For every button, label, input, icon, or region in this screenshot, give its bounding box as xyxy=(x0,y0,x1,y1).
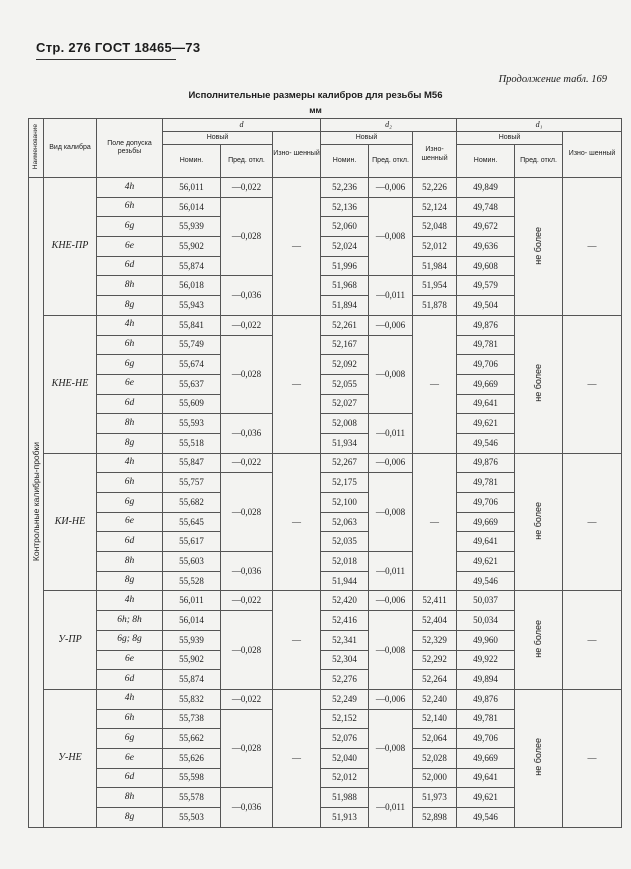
d1-limit-text: не более xyxy=(533,738,544,777)
d1-nominal: 49,546 xyxy=(457,808,515,828)
d-nominal: 56,011 xyxy=(163,178,221,198)
d-nominal: 55,841 xyxy=(163,315,221,335)
tolerance-field: 6d xyxy=(97,532,163,552)
d2-nominal: 51,968 xyxy=(321,276,369,296)
d-nominal: 55,939 xyxy=(163,630,221,650)
table-row xyxy=(29,689,622,709)
tolerance-field: 6g xyxy=(97,493,163,513)
d2-worn: 51,973 xyxy=(413,788,457,808)
d1-nominal: 49,669 xyxy=(457,374,515,394)
gauge-kind: КНЕ-ПР xyxy=(44,178,97,316)
d-nominal: 55,757 xyxy=(163,473,221,493)
header-d2-nom: Номин. xyxy=(321,145,369,178)
d2-deviation: —0,008 xyxy=(369,709,413,788)
d-nominal: 55,832 xyxy=(163,689,221,709)
d2-nominal: 52,012 xyxy=(321,768,369,788)
d2-deviation: —0,008 xyxy=(369,611,413,690)
tolerance-field: 8h xyxy=(97,552,163,572)
table-row xyxy=(29,178,622,198)
d2-worn: 52,140 xyxy=(413,709,457,729)
header-d-worn: Изно- шенный xyxy=(273,132,321,178)
d-deviation: —0,028 xyxy=(221,197,273,276)
d-nominal: 55,528 xyxy=(163,571,221,591)
d2-nominal: 52,276 xyxy=(321,670,369,690)
gauge-kind: У-ПР xyxy=(44,591,97,689)
d1-worn: — xyxy=(563,178,622,316)
d2-nominal: 52,092 xyxy=(321,355,369,375)
header-d1: d₁ xyxy=(457,119,622,132)
d-nominal: 55,874 xyxy=(163,670,221,690)
d1-limit xyxy=(515,689,563,827)
tolerance-field: 6e xyxy=(97,650,163,670)
d1-nominal: 49,706 xyxy=(457,355,515,375)
d-nominal: 55,939 xyxy=(163,217,221,237)
tolerance-field: 6e xyxy=(97,374,163,394)
header-d-nom: Номин. xyxy=(163,145,221,178)
d2-worn: 52,898 xyxy=(413,808,457,828)
header-d2-worn: Изно- шенный xyxy=(413,132,457,178)
d2-nominal: 52,267 xyxy=(321,453,369,473)
tolerance-field: 4h xyxy=(97,315,163,335)
d2-nominal: 51,894 xyxy=(321,296,369,316)
d1-nominal: 49,894 xyxy=(457,670,515,690)
d2-deviation: —0,011 xyxy=(369,276,413,315)
d-worn: — xyxy=(273,689,321,827)
tolerance-field: 6d xyxy=(97,394,163,414)
d1-nominal: 49,781 xyxy=(457,473,515,493)
d2-worn: 52,292 xyxy=(413,650,457,670)
d1-limit xyxy=(515,453,563,591)
tolerance-field: 6h; 8h xyxy=(97,611,163,631)
d-deviation: —0,028 xyxy=(221,473,273,552)
d1-nominal: 49,876 xyxy=(457,689,515,709)
d-nominal: 56,018 xyxy=(163,276,221,296)
tolerance-field: 6d xyxy=(97,768,163,788)
d1-nominal: 49,849 xyxy=(457,178,515,198)
d-nominal: 55,662 xyxy=(163,729,221,749)
d2-worn: — xyxy=(413,315,457,453)
d1-limit-text: не более xyxy=(533,620,544,658)
tolerance-field: 6d xyxy=(97,670,163,690)
d2-nominal: 52,060 xyxy=(321,217,369,237)
header-d-new: Новый xyxy=(163,132,273,145)
d2-deviation: —0,006 xyxy=(369,453,413,473)
d2-worn: 51,984 xyxy=(413,256,457,276)
d1-limit xyxy=(515,591,563,689)
tolerance-field: 4h xyxy=(97,178,163,198)
d2-deviation: —0,006 xyxy=(369,591,413,611)
d-deviation: —0,022 xyxy=(221,689,273,709)
tolerance-field: 8g xyxy=(97,808,163,828)
d1-nominal: 50,037 xyxy=(457,591,515,611)
d2-worn: 52,064 xyxy=(413,729,457,749)
group-label xyxy=(29,178,44,828)
d2-nominal: 51,944 xyxy=(321,571,369,591)
header-d1-dev: Пред. откл. xyxy=(515,145,563,178)
d2-deviation: —0,006 xyxy=(369,178,413,198)
d-deviation: —0,022 xyxy=(221,591,273,611)
d-nominal: 55,626 xyxy=(163,748,221,768)
d2-nominal: 52,076 xyxy=(321,729,369,749)
header-rule xyxy=(36,59,176,60)
d2-deviation: —0,006 xyxy=(369,689,413,709)
d-nominal: 55,674 xyxy=(163,355,221,375)
d1-limit-text: не более xyxy=(533,502,544,540)
d1-nominal: 49,748 xyxy=(457,197,515,217)
d2-deviation: —0,011 xyxy=(369,414,413,453)
d-worn: — xyxy=(273,178,321,316)
gauge-kind: У-НЕ xyxy=(44,689,97,827)
header-d-dev: Пред. откл. xyxy=(221,145,273,178)
d2-nominal: 52,100 xyxy=(321,493,369,513)
tolerance-field: 6h xyxy=(97,335,163,355)
d2-nominal: 52,420 xyxy=(321,591,369,611)
d-nominal: 55,847 xyxy=(163,453,221,473)
header-naming: Наименование xyxy=(29,119,44,178)
d1-nominal: 49,669 xyxy=(457,512,515,532)
d-nominal: 55,749 xyxy=(163,335,221,355)
d1-nominal: 49,546 xyxy=(457,433,515,453)
d2-nominal: 52,136 xyxy=(321,197,369,217)
d1-nominal: 49,504 xyxy=(457,296,515,316)
d-deviation: —0,036 xyxy=(221,788,273,827)
d-nominal: 55,682 xyxy=(163,493,221,513)
table-body xyxy=(29,178,622,828)
d2-worn: 51,878 xyxy=(413,296,457,316)
d2-deviation: —0,011 xyxy=(369,552,413,591)
d1-nominal: 49,621 xyxy=(457,552,515,572)
d2-nominal: 52,027 xyxy=(321,394,369,414)
d1-worn: — xyxy=(563,689,622,827)
d2-nominal: 52,018 xyxy=(321,552,369,572)
tolerance-field: 6e xyxy=(97,512,163,532)
header-field: Поле допуска резьбы xyxy=(97,119,163,178)
d1-worn: — xyxy=(563,315,622,453)
d2-worn: 52,226 xyxy=(413,178,457,198)
d-deviation: —0,036 xyxy=(221,276,273,315)
d2-nominal: 52,008 xyxy=(321,414,369,434)
tolerance-field: 6e xyxy=(97,748,163,768)
d1-nominal: 49,641 xyxy=(457,532,515,552)
d1-nominal: 49,621 xyxy=(457,414,515,434)
tolerance-field: 8h xyxy=(97,276,163,296)
d2-nominal: 52,416 xyxy=(321,611,369,631)
d2-worn: 52,404 xyxy=(413,611,457,631)
d-deviation: —0,036 xyxy=(221,552,273,591)
d-deviation: —0,022 xyxy=(221,178,273,198)
d1-nominal: 49,669 xyxy=(457,748,515,768)
d2-nominal: 52,261 xyxy=(321,315,369,335)
d-nominal: 55,603 xyxy=(163,552,221,572)
tolerance-field: 6h xyxy=(97,473,163,493)
d1-nominal: 49,876 xyxy=(457,315,515,335)
group-label-text: Контрольные калибры-пробки xyxy=(30,441,41,561)
d2-nominal: 52,249 xyxy=(321,689,369,709)
d2-nominal: 52,024 xyxy=(321,237,369,257)
d1-nominal: 49,706 xyxy=(457,729,515,749)
header-d: d xyxy=(163,119,321,132)
d1-nominal: 49,706 xyxy=(457,493,515,513)
d2-nominal: 52,035 xyxy=(321,532,369,552)
gauge-kind: КНЕ-НЕ xyxy=(44,315,97,453)
d-nominal: 56,014 xyxy=(163,611,221,631)
tolerance-field: 4h xyxy=(97,591,163,611)
tolerance-field: 6h xyxy=(97,709,163,729)
d-worn: — xyxy=(273,315,321,453)
d2-worn: 51,954 xyxy=(413,276,457,296)
d2-nominal: 51,988 xyxy=(321,788,369,808)
d2-nominal: 52,304 xyxy=(321,650,369,670)
header-d1-nom: Номин. xyxy=(457,145,515,178)
table-title: Исполнительные размеры калибров для резьбы М56 xyxy=(188,90,443,101)
d2-worn: 52,264 xyxy=(413,670,457,690)
d-worn: — xyxy=(273,591,321,689)
d2-deviation: —0,011 xyxy=(369,788,413,827)
d1-nominal: 49,672 xyxy=(457,217,515,237)
d1-nominal: 49,781 xyxy=(457,709,515,729)
tolerance-field: 8g xyxy=(97,296,163,316)
tolerance-field: 6g xyxy=(97,217,163,237)
d2-nominal: 52,167 xyxy=(321,335,369,355)
d1-nominal: 49,781 xyxy=(457,335,515,355)
d-nominal: 55,593 xyxy=(163,414,221,434)
d2-nominal: 52,055 xyxy=(321,374,369,394)
d2-worn: — xyxy=(413,453,457,591)
d2-worn: 52,329 xyxy=(413,630,457,650)
tolerance-field: 6g xyxy=(97,729,163,749)
header-d2: d₂ xyxy=(321,119,457,132)
header-d2-dev: Пред. откл. xyxy=(369,145,413,178)
d-deviation: —0,028 xyxy=(221,611,273,690)
d2-worn: 52,240 xyxy=(413,689,457,709)
d1-nominal: 49,641 xyxy=(457,768,515,788)
d1-limit xyxy=(515,315,563,453)
d2-nominal: 51,934 xyxy=(321,433,369,453)
d-nominal: 55,503 xyxy=(163,808,221,828)
d-deviation: —0,028 xyxy=(221,709,273,788)
d2-nominal: 52,341 xyxy=(321,630,369,650)
d2-nominal: 52,063 xyxy=(321,512,369,532)
d2-nominal: 52,040 xyxy=(321,748,369,768)
header-d2-new: Новый xyxy=(321,132,413,145)
d2-nominal: 51,996 xyxy=(321,256,369,276)
d-deviation: —0,036 xyxy=(221,414,273,453)
d1-worn: — xyxy=(563,453,622,591)
table-row xyxy=(29,453,622,473)
d1-nominal: 49,922 xyxy=(457,650,515,670)
tolerance-field: 8g xyxy=(97,571,163,591)
d1-nominal: 49,608 xyxy=(457,256,515,276)
d2-worn: 52,012 xyxy=(413,237,457,257)
d2-worn: 52,048 xyxy=(413,217,457,237)
header-kind: Вид калибра xyxy=(44,119,97,178)
tolerance-field: 6g xyxy=(97,355,163,375)
d-worn: — xyxy=(273,453,321,591)
tolerance-field: 6d xyxy=(97,256,163,276)
tolerance-field: 6e xyxy=(97,237,163,257)
d2-worn: 52,411 xyxy=(413,591,457,611)
tolerance-field: 8g xyxy=(97,433,163,453)
d-nominal: 55,902 xyxy=(163,650,221,670)
d1-limit-text: не более xyxy=(533,364,544,403)
d-nominal: 55,645 xyxy=(163,512,221,532)
d2-nominal: 52,152 xyxy=(321,709,369,729)
tolerance-field: 4h xyxy=(97,689,163,709)
header-d1-worn: Изно- шенный xyxy=(563,132,622,178)
d1-worn: — xyxy=(563,591,622,689)
d1-nominal: 49,876 xyxy=(457,453,515,473)
table-units: мм xyxy=(309,105,322,115)
tolerance-field: 6h xyxy=(97,197,163,217)
d-deviation: —0,028 xyxy=(221,335,273,414)
d-deviation: —0,022 xyxy=(221,315,273,335)
d1-nominal: 49,960 xyxy=(457,630,515,650)
d-nominal: 55,902 xyxy=(163,237,221,257)
d-nominal: 55,598 xyxy=(163,768,221,788)
d-nominal: 55,609 xyxy=(163,394,221,414)
continuation-label: Продолжение табл. 169 xyxy=(498,74,607,85)
d1-nominal: 50,034 xyxy=(457,611,515,631)
tolerance-field: 4h xyxy=(97,453,163,473)
d2-deviation: —0,008 xyxy=(369,473,413,552)
d-nominal: 56,011 xyxy=(163,591,221,611)
d-nominal: 55,943 xyxy=(163,296,221,316)
page-header: Стр. 276 ГОСТ 18465—73 xyxy=(36,40,201,55)
d-nominal: 55,617 xyxy=(163,532,221,552)
d2-worn: 52,028 xyxy=(413,748,457,768)
header-d1-new: Новый xyxy=(457,132,563,145)
d-nominal: 55,578 xyxy=(163,788,221,808)
d-nominal: 55,518 xyxy=(163,433,221,453)
d-nominal: 55,874 xyxy=(163,256,221,276)
dimensions-table xyxy=(28,118,622,828)
tolerance-field: 8h xyxy=(97,414,163,434)
gauge-kind: КИ-НЕ xyxy=(44,453,97,591)
d1-nominal: 49,621 xyxy=(457,788,515,808)
d-nominal: 56,014 xyxy=(163,197,221,217)
d2-worn: 52,000 xyxy=(413,768,457,788)
d1-limit-text: не более xyxy=(533,226,544,265)
d2-deviation: —0,008 xyxy=(369,335,413,414)
d2-deviation: —0,008 xyxy=(369,197,413,276)
d-nominal: 55,738 xyxy=(163,709,221,729)
d1-nominal: 49,546 xyxy=(457,571,515,591)
d1-limit xyxy=(515,178,563,316)
d-deviation: —0,022 xyxy=(221,453,273,473)
d2-nominal: 52,175 xyxy=(321,473,369,493)
table-row xyxy=(29,591,622,611)
tolerance-field: 6g; 8g xyxy=(97,630,163,650)
d2-nominal: 52,236 xyxy=(321,178,369,198)
d1-nominal: 49,641 xyxy=(457,394,515,414)
d2-nominal: 51,913 xyxy=(321,808,369,828)
d-nominal: 55,637 xyxy=(163,374,221,394)
d2-worn: 52,124 xyxy=(413,197,457,217)
table-row xyxy=(29,315,622,335)
tolerance-field: 8h xyxy=(97,788,163,808)
d2-deviation: —0,006 xyxy=(369,315,413,335)
d1-nominal: 49,636 xyxy=(457,237,515,257)
d1-nominal: 49,579 xyxy=(457,276,515,296)
